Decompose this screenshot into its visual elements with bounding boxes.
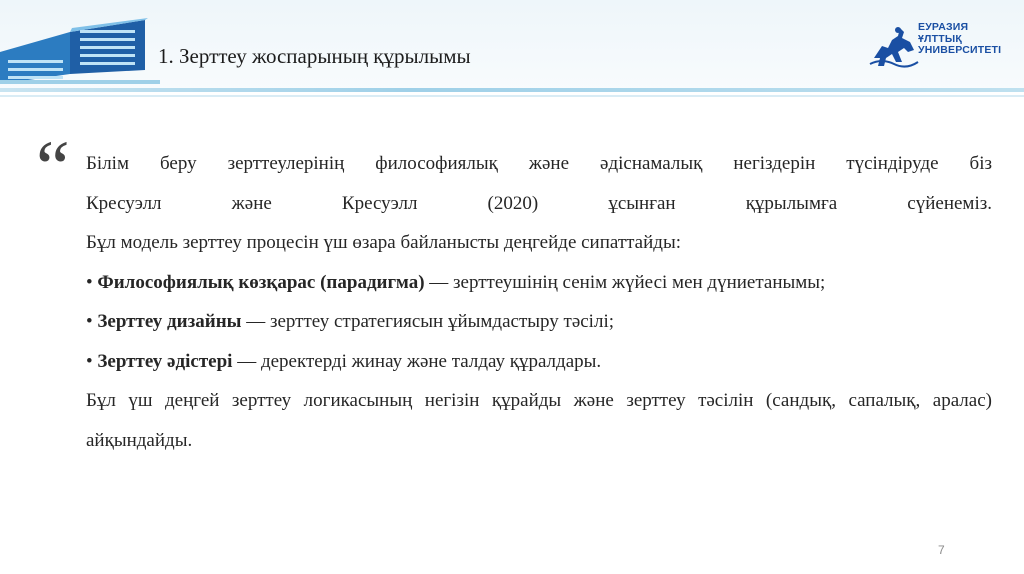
logo-line-2: ҰЛТТЫҚ [918,32,962,45]
list-item-term: Зерттеу әдістері [97,350,233,372]
bullet: • [86,350,93,372]
slide-header [0,0,1024,92]
page-number: 7 [938,543,945,557]
intro-line-1: Білім беру зерттеулерінің философиялық және әдіснамалық негіздерін түсіндіруде біз [86,153,992,174]
logo-line-3: УНИВЕРСИТЕТІ [918,44,1002,56]
conclusion-text: Бұл үш деңгей зерттеу логикасының негізін құрайды және зерттеу тәсілін (сандық, сапалық, аралас) айқындайды. [86,390,992,451]
slide-body [86,144,992,460]
university-building-icon [0,12,160,84]
university-logo [868,16,1008,74]
list-item-term: Философиялық көзқарас (парадигма) [97,271,425,293]
intro-line-3: Бұл модель зерттеу процесін үш өзара байланысты деңгейде сипаттайды: [86,232,681,253]
slide-title: 1. Зерттеу жоспарының құрылымы [158,44,471,68]
bullet: • [86,311,93,332]
list-item [86,263,992,303]
university-name [918,22,1001,57]
horse-rider-emblem-icon [868,18,920,70]
intro-line-2: Кресуэлл және Кресуэлл (2020) ұсынған құрылымға сүйенеміз. [86,192,992,214]
list-item-desc: — деректерді жинау және талдау құралдары. [232,350,602,372]
list-item-term: Зерттеу дизайны [97,311,242,332]
list-item [86,302,992,342]
list-item-desc: — зерттеу стратегиясын ұйымдастыру тәсілі; [241,311,614,332]
list-item [86,342,992,382]
list-item-desc: — зерттеушінің сенім жүйесі мен дүниетанымы; [424,271,826,293]
logo-line-1: ЕУРАЗИЯ [918,21,969,33]
header-divider [0,88,1024,92]
bullet: • [86,271,93,293]
quote-mark-icon: “ [36,126,70,210]
header-divider-thin [0,95,1024,97]
